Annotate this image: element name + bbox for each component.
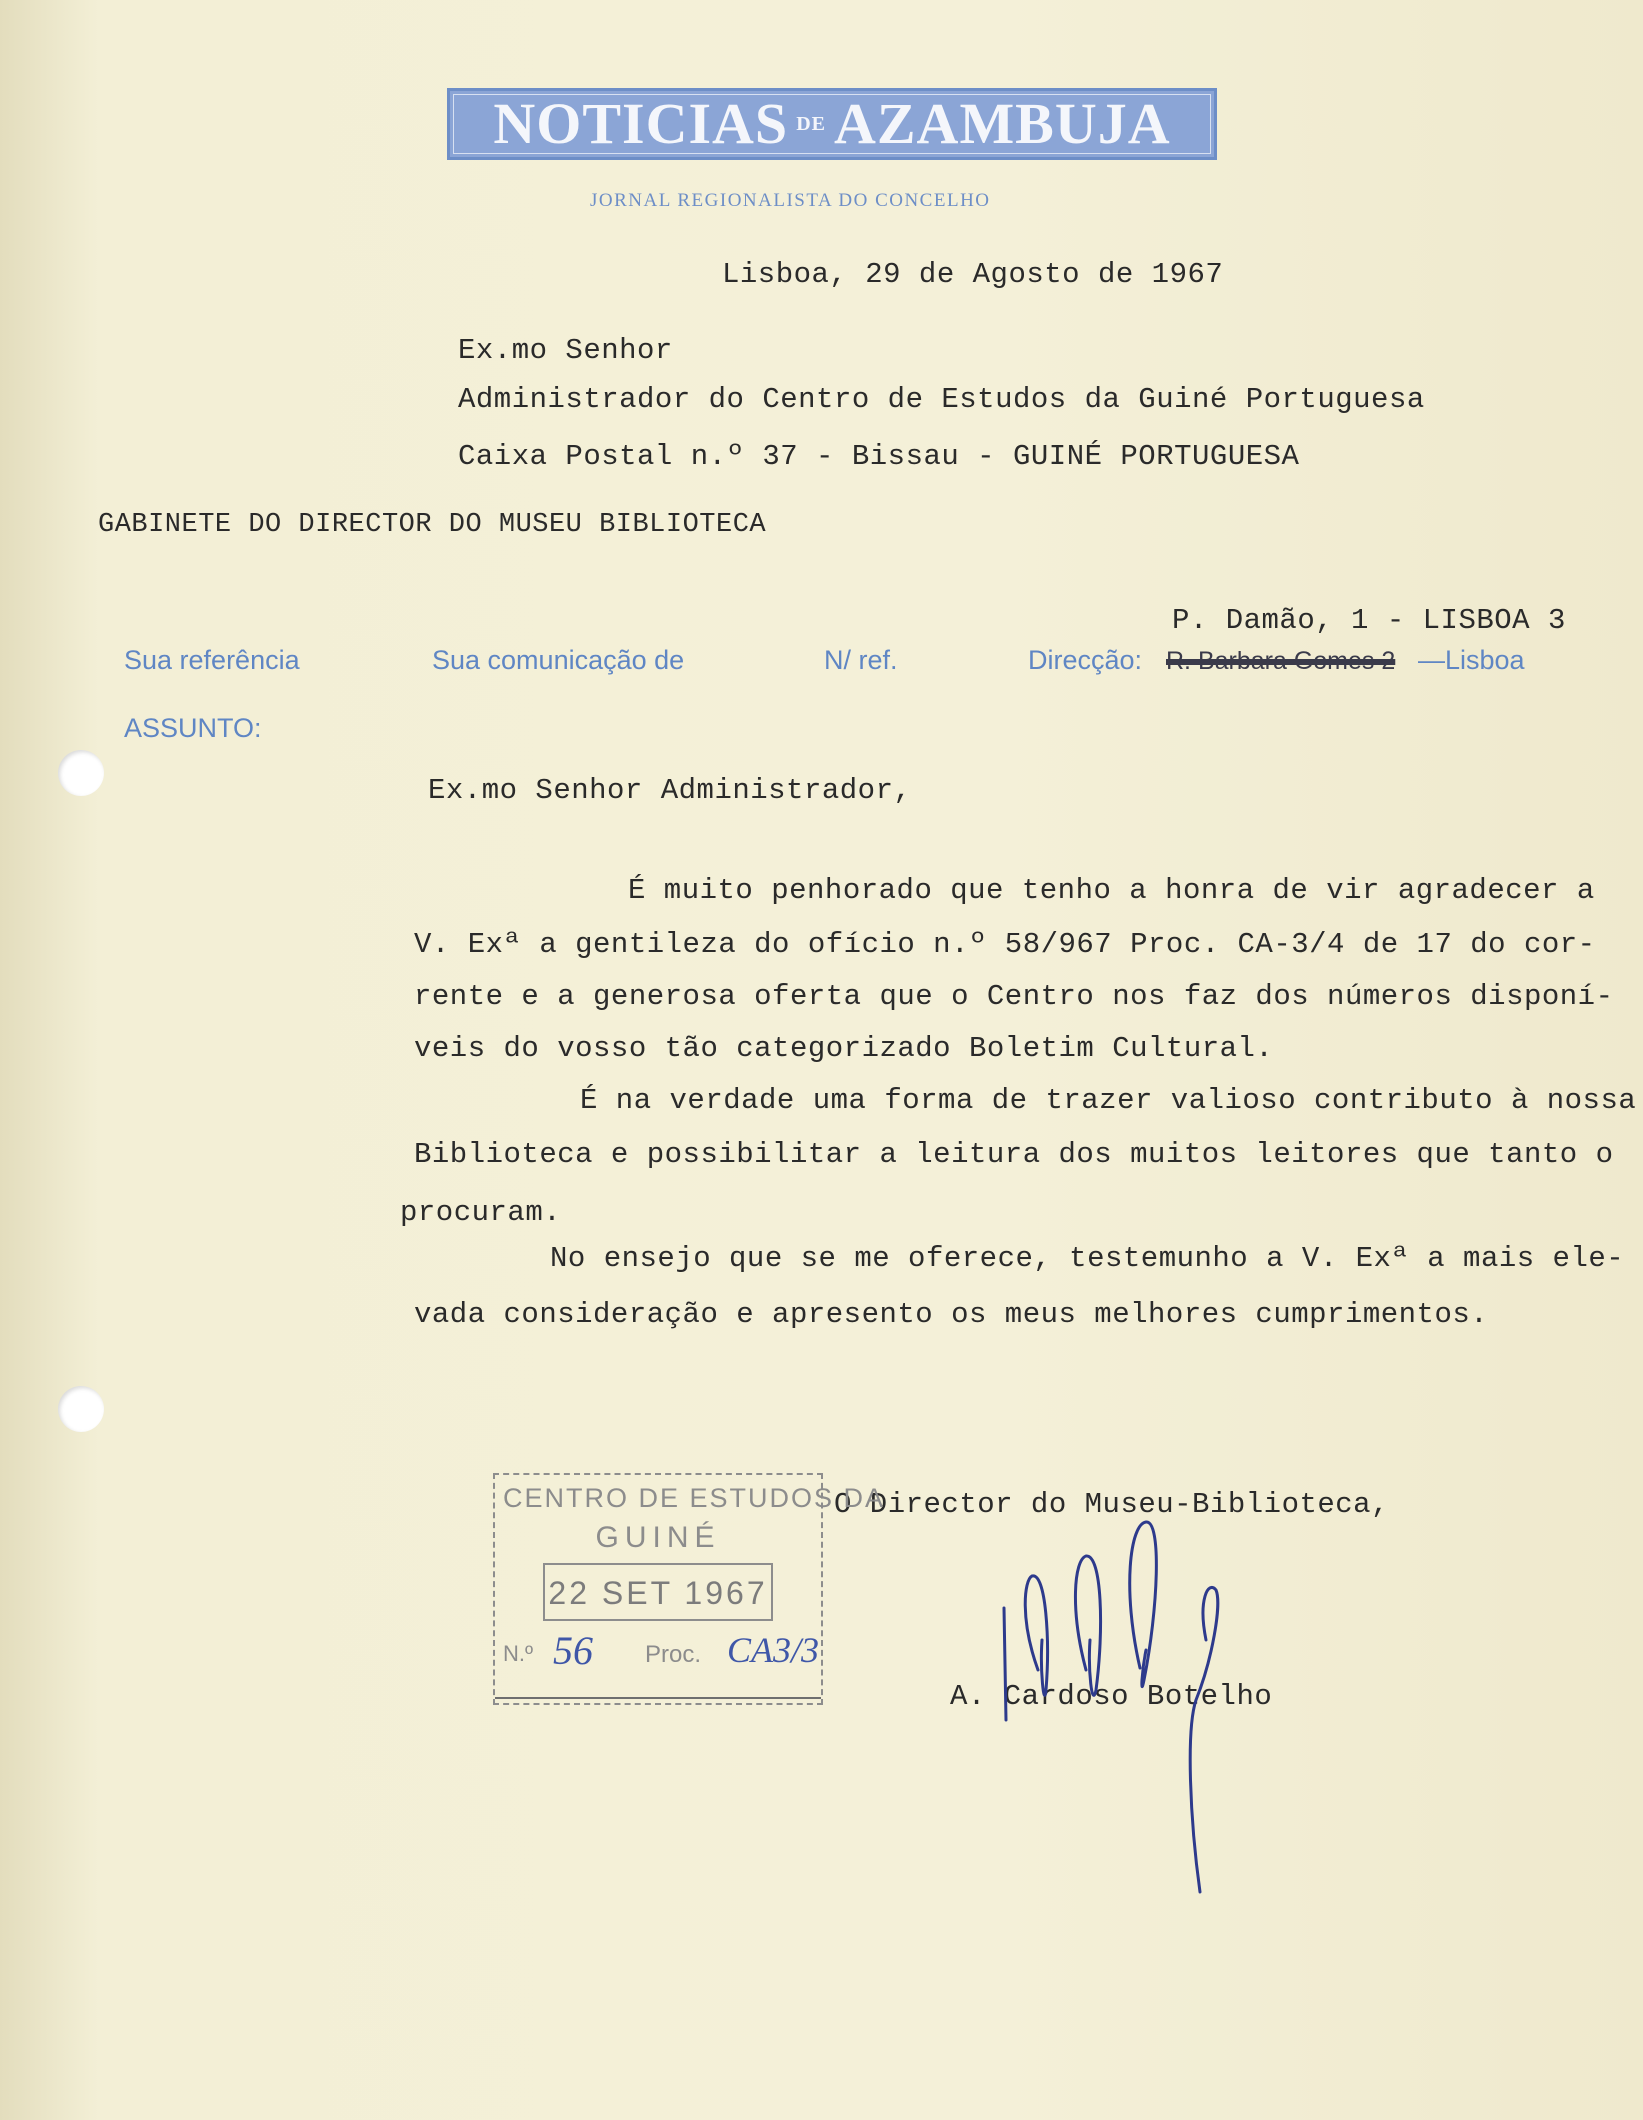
- masthead-title-right: AZAMBUJA: [833, 91, 1171, 156]
- label-n-ref: N/ ref.: [824, 645, 898, 675]
- masthead-inner: [453, 91, 1211, 156]
- body-p3-line2: vada consideração e apresento os meus melhores cumprimentos.: [414, 1298, 1489, 1331]
- stamp-number-label: N.º: [503, 1641, 534, 1666]
- handwritten-signature: [990, 1520, 1250, 1900]
- body-p1-line1: É muito penhorado que tenho a honra de vir agradecer a: [628, 874, 1595, 907]
- salutation: Ex.mo Senhor Administrador,: [428, 774, 912, 807]
- label-direccao: Direcção:: [1028, 645, 1143, 675]
- punch-hole-bottom: [58, 1386, 104, 1432]
- stamp-proc-value: CA3/3: [727, 1630, 820, 1670]
- label-sua-referencia: Sua referência: [124, 645, 300, 675]
- masthead-title-left: NOTICIAS: [493, 91, 789, 156]
- label-assunto: ASSUNTO:: [124, 713, 262, 743]
- date-line: Lisboa, 29 de Agosto de 1967: [722, 258, 1224, 291]
- body-p1-line2: V. Exª a gentileza do ofício n.º 58/967 Proc. CA-3/4 de 17 do cor-: [414, 928, 1596, 961]
- sender-office: GABINETE DO DIRECTOR DO MUSEU BIBLIOTECA: [98, 510, 767, 540]
- closing-name: A. Cardoso Botelho: [950, 1680, 1273, 1713]
- stamp-number-value: 56: [553, 1628, 593, 1673]
- direccao-struck-address: R. Barbara Gomes 2: [1166, 647, 1396, 675]
- recipient-salutation: Ex.mo Senhor: [458, 334, 673, 367]
- stamp-proc-label: Proc.: [645, 1641, 702, 1668]
- stamp-date: 22 SET 1967: [543, 1563, 773, 1621]
- body-p3-line1: No ensejo que se me oferece, testemunho a V. Exª a mais ele-: [550, 1242, 1625, 1275]
- recipient-address: Caixa Postal n.º 37 - Bissau - GUINÉ PORTUGUESA: [458, 440, 1300, 473]
- body-p2-line1: É na verdade uma forma de trazer valioso contributo à nossa: [580, 1084, 1637, 1117]
- closing-title: O Director do Museu-Biblioteca,: [834, 1488, 1389, 1521]
- stamp-underline: [495, 1697, 821, 1699]
- punch-hole-top: [58, 750, 104, 796]
- body-p2-line2: Biblioteca e possibilitar a leitura dos muitos leitores que tanto o: [414, 1138, 1614, 1171]
- recipient-title: Administrador do Centro de Estudos da Guiné Portuguesa: [458, 383, 1425, 416]
- stamp-guine-line: GUINÉ: [595, 1521, 721, 1554]
- body-p1-line4: veis do vosso tão categorizado Boletim Cultural.: [414, 1032, 1274, 1065]
- stamp-institution-line: CENTRO DE ESTUDOS DA: [503, 1483, 886, 1513]
- masthead-title-de: DE: [796, 113, 826, 135]
- body-p2-line3: procuram.: [400, 1196, 562, 1229]
- body-p1-line3: rente e a generosa oferta que o Centro nos faz dos números disponí-: [414, 980, 1614, 1013]
- masthead-subtitle: JORNAL REGIONALISTA DO CONCELHO: [590, 190, 991, 211]
- label-direccao-city: —Lisboa: [1418, 645, 1525, 675]
- sender-address: P. Damão, 1 - LISBOA 3: [1172, 604, 1566, 637]
- label-sua-comunicacao: Sua comunicação de: [432, 645, 685, 675]
- masthead-banner: [447, 88, 1217, 160]
- received-stamp: [493, 1473, 886, 1705]
